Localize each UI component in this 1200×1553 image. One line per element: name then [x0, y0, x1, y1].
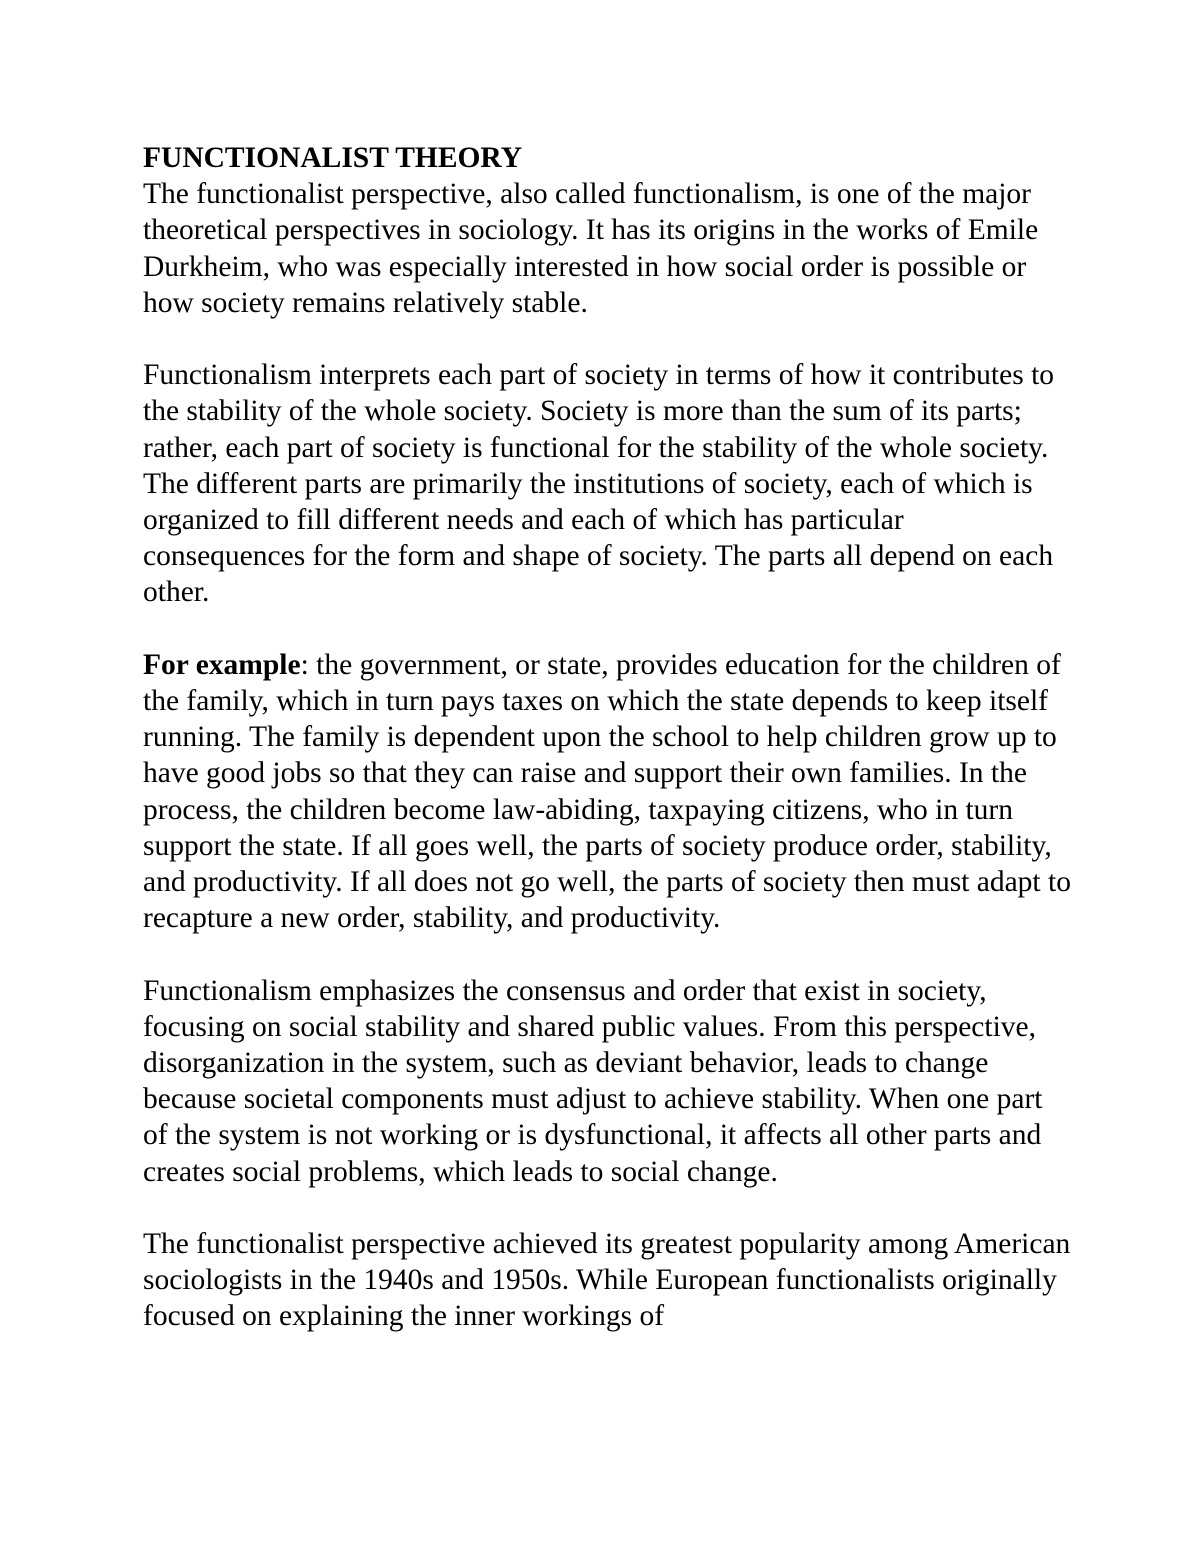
example-text: the government, or state, provides education for the children of the family, which in turn pays taxes on which the state depends to keep itself running. The family is dependent upon the school to help children grow up to have good jobs so that they can raise and support their own families. In the process, the children become law-abiding, taxpaying citizens, who in turn support the state. If all goes well, the parts of society produce order, stability, and productivity. If all does not go well, the parts of society then must adapt to recapture a new order, stability, and productivity.	[143, 648, 1071, 935]
paragraph-example	[143, 647, 1073, 937]
document-body	[143, 140, 1073, 1335]
paragraph-interpretation: Functionalism interprets each part of society in terms of how it contributes to the stability of the whole society. Society is more than the sum of its parts; rather, each part of society is functional for the stability of the whole society. The different parts are primarily the institutions of society, each of which is organized to fill different needs and each of which has particular consequences for the form and shape of society. The parts all depend on each other.	[143, 359, 1055, 609]
example-label: For example	[143, 648, 301, 681]
example-colon: :	[300, 648, 317, 681]
paragraph-intro: The functionalist perspective, also called functionalism, is one of the major theoretical perspectives in sociology. It has its origins in the works of Emile Durkheim, who was especially interested in how social order is possible or how society remains relatively stable.	[143, 178, 1039, 319]
paragraph-popularity: The functionalist perspective achieved its greatest popularity among American sociologists in the 1940s and 1950s. While European functionalists originally focused on explaining the inner workings of	[143, 1228, 1071, 1333]
document-title: FUNCTIONALIST THEORY	[143, 142, 523, 174]
paragraph-consensus: Functionalism emphasizes the consensus and order that exist in society, focusing on social stability and shared public values. From this perspective, disorganization in the system, such as deviant behavior, leads to change because societal components must adjust to achieve stability. When one part of the system is not working or is dysfunctional, it affects all other parts and creates social problems, which leads to social change.	[143, 974, 1043, 1188]
